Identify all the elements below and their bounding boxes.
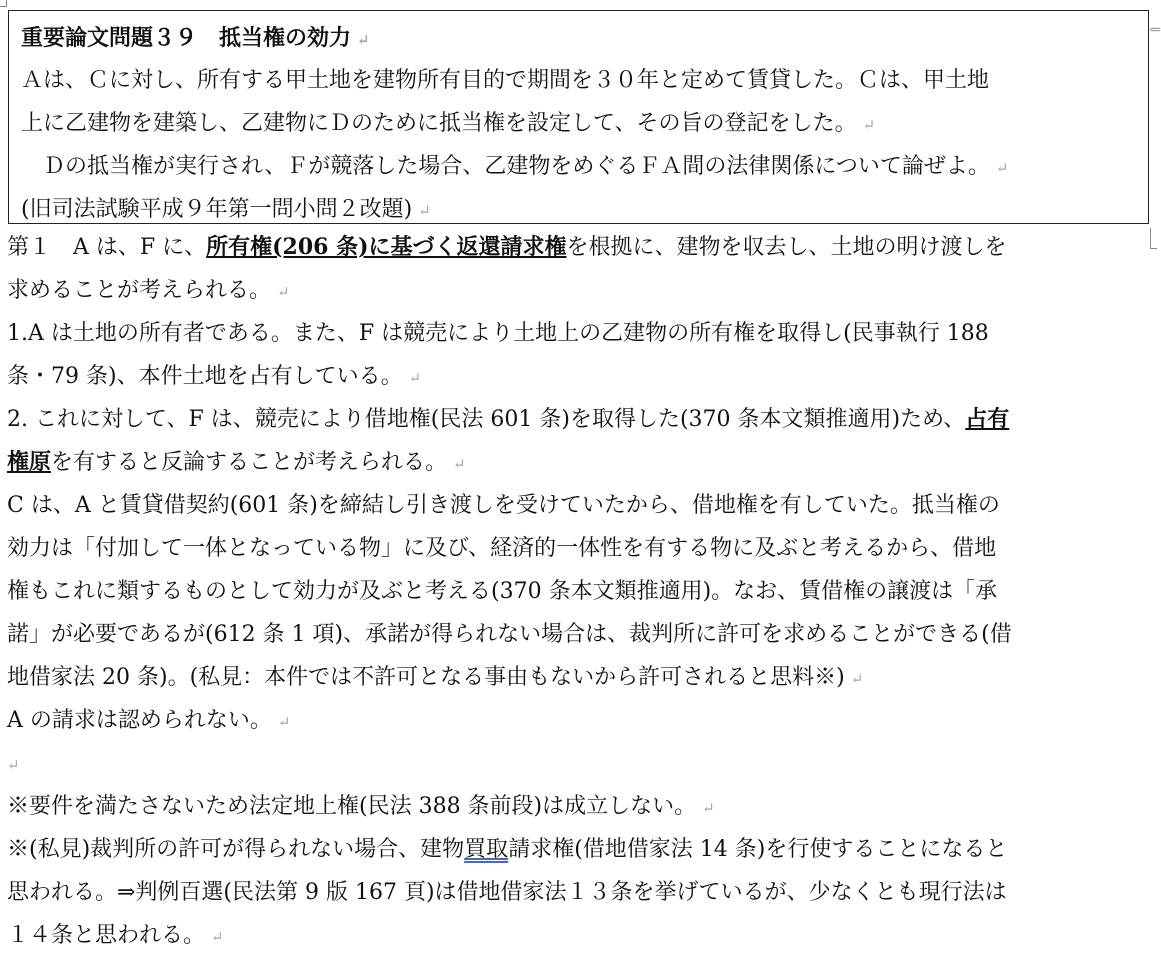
note-text: ※要件を満たさないため法定地上権(民法 388 条前段)は成立しない。: [7, 794, 697, 819]
body-text: 1.A は土地の所有者である。また、F は競売により土地上の乙建物の所有権を取得し(民事執行 188: [7, 321, 989, 346]
page-corner-mark: [0, 0, 7, 7]
paragraph-mark-icon: ↵: [211, 928, 224, 946]
paragraph-mark-icon: ↵: [277, 713, 291, 731]
body-line: [7, 699, 1153, 742]
paragraph-mark-icon: ↵: [850, 670, 864, 688]
paragraph-mark-icon: ↵: [995, 159, 1009, 177]
note-text: 思われる。⇒判例百選(民法第 9 版 167 頁)は借地借家法１３条を挙げているが、少なくとも現行法は: [7, 880, 1007, 905]
body-text: 効力は「付加して一体となっている物」に及び、経済的一体性を有する物に及ぶと考えるから、借地: [7, 536, 997, 561]
body-line: [7, 484, 1153, 527]
problem-line: [21, 59, 1138, 102]
paragraph-mark-icon: ↵: [7, 756, 20, 774]
problem-title: 重要論文問題３９ 抵当権の効力: [21, 25, 352, 51]
body-text: 諾」が必要であるが(612 条 1 項)、承諾が得られない場合は、裁判所に許可を求めることができる(借: [7, 622, 1012, 647]
body-line: [7, 226, 1153, 269]
empty-line: [7, 742, 1153, 785]
problem-text: 上に乙建物を建築し、乙建物にＤのために抵当権を設定して、その旨の登記をした。: [21, 111, 857, 136]
problem-title-line: [21, 17, 1138, 59]
problem-line: [21, 102, 1138, 145]
body-line: [7, 828, 1153, 871]
body-text: 権もこれに類するものとして効力が及ぶと考える(370 条本文類推適用)。なお、賃借権の譲渡は「承: [7, 579, 998, 604]
body-text: 地借家法 20 条)。(私見：本件では不許可となる事由もないから許可されると思料※): [7, 665, 845, 690]
note-text: ※(私見)裁判所の許可が得られない場合、建物: [7, 837, 465, 862]
body-text: を根拠に、建物を収去し、土地の明け渡しを: [566, 235, 1007, 260]
note-text: １４条と思われる。: [7, 923, 206, 948]
body-text: 求めることが考えられる。: [7, 278, 272, 303]
margin-arrow-icon: ⇐: [1149, 22, 1161, 38]
emphasis-text: 占有: [965, 406, 1010, 432]
paragraph-mark-icon: ↵: [702, 799, 715, 817]
paragraph-mark-icon: ↵: [277, 283, 290, 301]
problem-text: Ｄの抵当権が実行され、Ｆが競落した場合、乙建物をめぐるＦＡ間の法律関係について論ぜよ。: [21, 154, 990, 179]
paragraph-mark-icon: ↵: [357, 31, 370, 49]
emphasis-text: 所有権(206 条)に基づく返還請求権: [206, 234, 567, 260]
problem-line: [21, 145, 1138, 188]
body-text: C は、A と賃貸借契約(601 条)を締結し引き渡しを受けていたから、借地権を有していた。抵当権の: [7, 493, 1000, 518]
body-text: を有すると反論することが考えられる。: [51, 450, 448, 475]
body-line: [7, 656, 1153, 699]
body-line: [7, 871, 1153, 914]
body-line: [7, 570, 1153, 613]
body-line: [7, 355, 1153, 398]
body-line: [7, 527, 1153, 570]
body-line: [7, 441, 1153, 484]
paragraph-mark-icon: ↵: [418, 202, 431, 220]
body-line: [7, 269, 1153, 312]
body-text: 条・79 条)、本件土地を占有している。: [7, 364, 403, 389]
body-text: A の請求は認められない。: [7, 708, 272, 733]
grammar-flagged-text: 買取: [464, 837, 509, 862]
body-line: [7, 914, 1153, 957]
body-line: [7, 398, 1153, 441]
problem-text: Ａは、Ｃに対し、所有する甲土地を建物所有目的で期間を３０年と定めて賃貸した。Ｃは、甲土地: [21, 68, 990, 93]
body-text: 2. これに対して、F は、競売により借地権(民法 601 条)を取得した(370 条本文類推適用)ため、: [7, 407, 966, 432]
emphasis-text: 権原: [7, 449, 52, 475]
paragraph-mark-icon: ↵: [453, 455, 466, 473]
body-text: 第１ A は、F に、: [7, 235, 207, 260]
answer-body: [7, 226, 1153, 957]
body-line: [7, 312, 1153, 355]
problem-box: [8, 10, 1149, 224]
problem-line: [21, 188, 1138, 231]
paragraph-mark-icon: ↵: [408, 369, 422, 387]
paragraph-mark-icon: ↵: [862, 116, 876, 134]
body-line: [7, 613, 1153, 656]
body-line: [7, 785, 1153, 828]
problem-source: (旧司法試験平成９年第一問小問２改題): [21, 197, 413, 222]
note-text: 請求権(借地借家法 14 条)を行使することになると: [508, 837, 1008, 862]
